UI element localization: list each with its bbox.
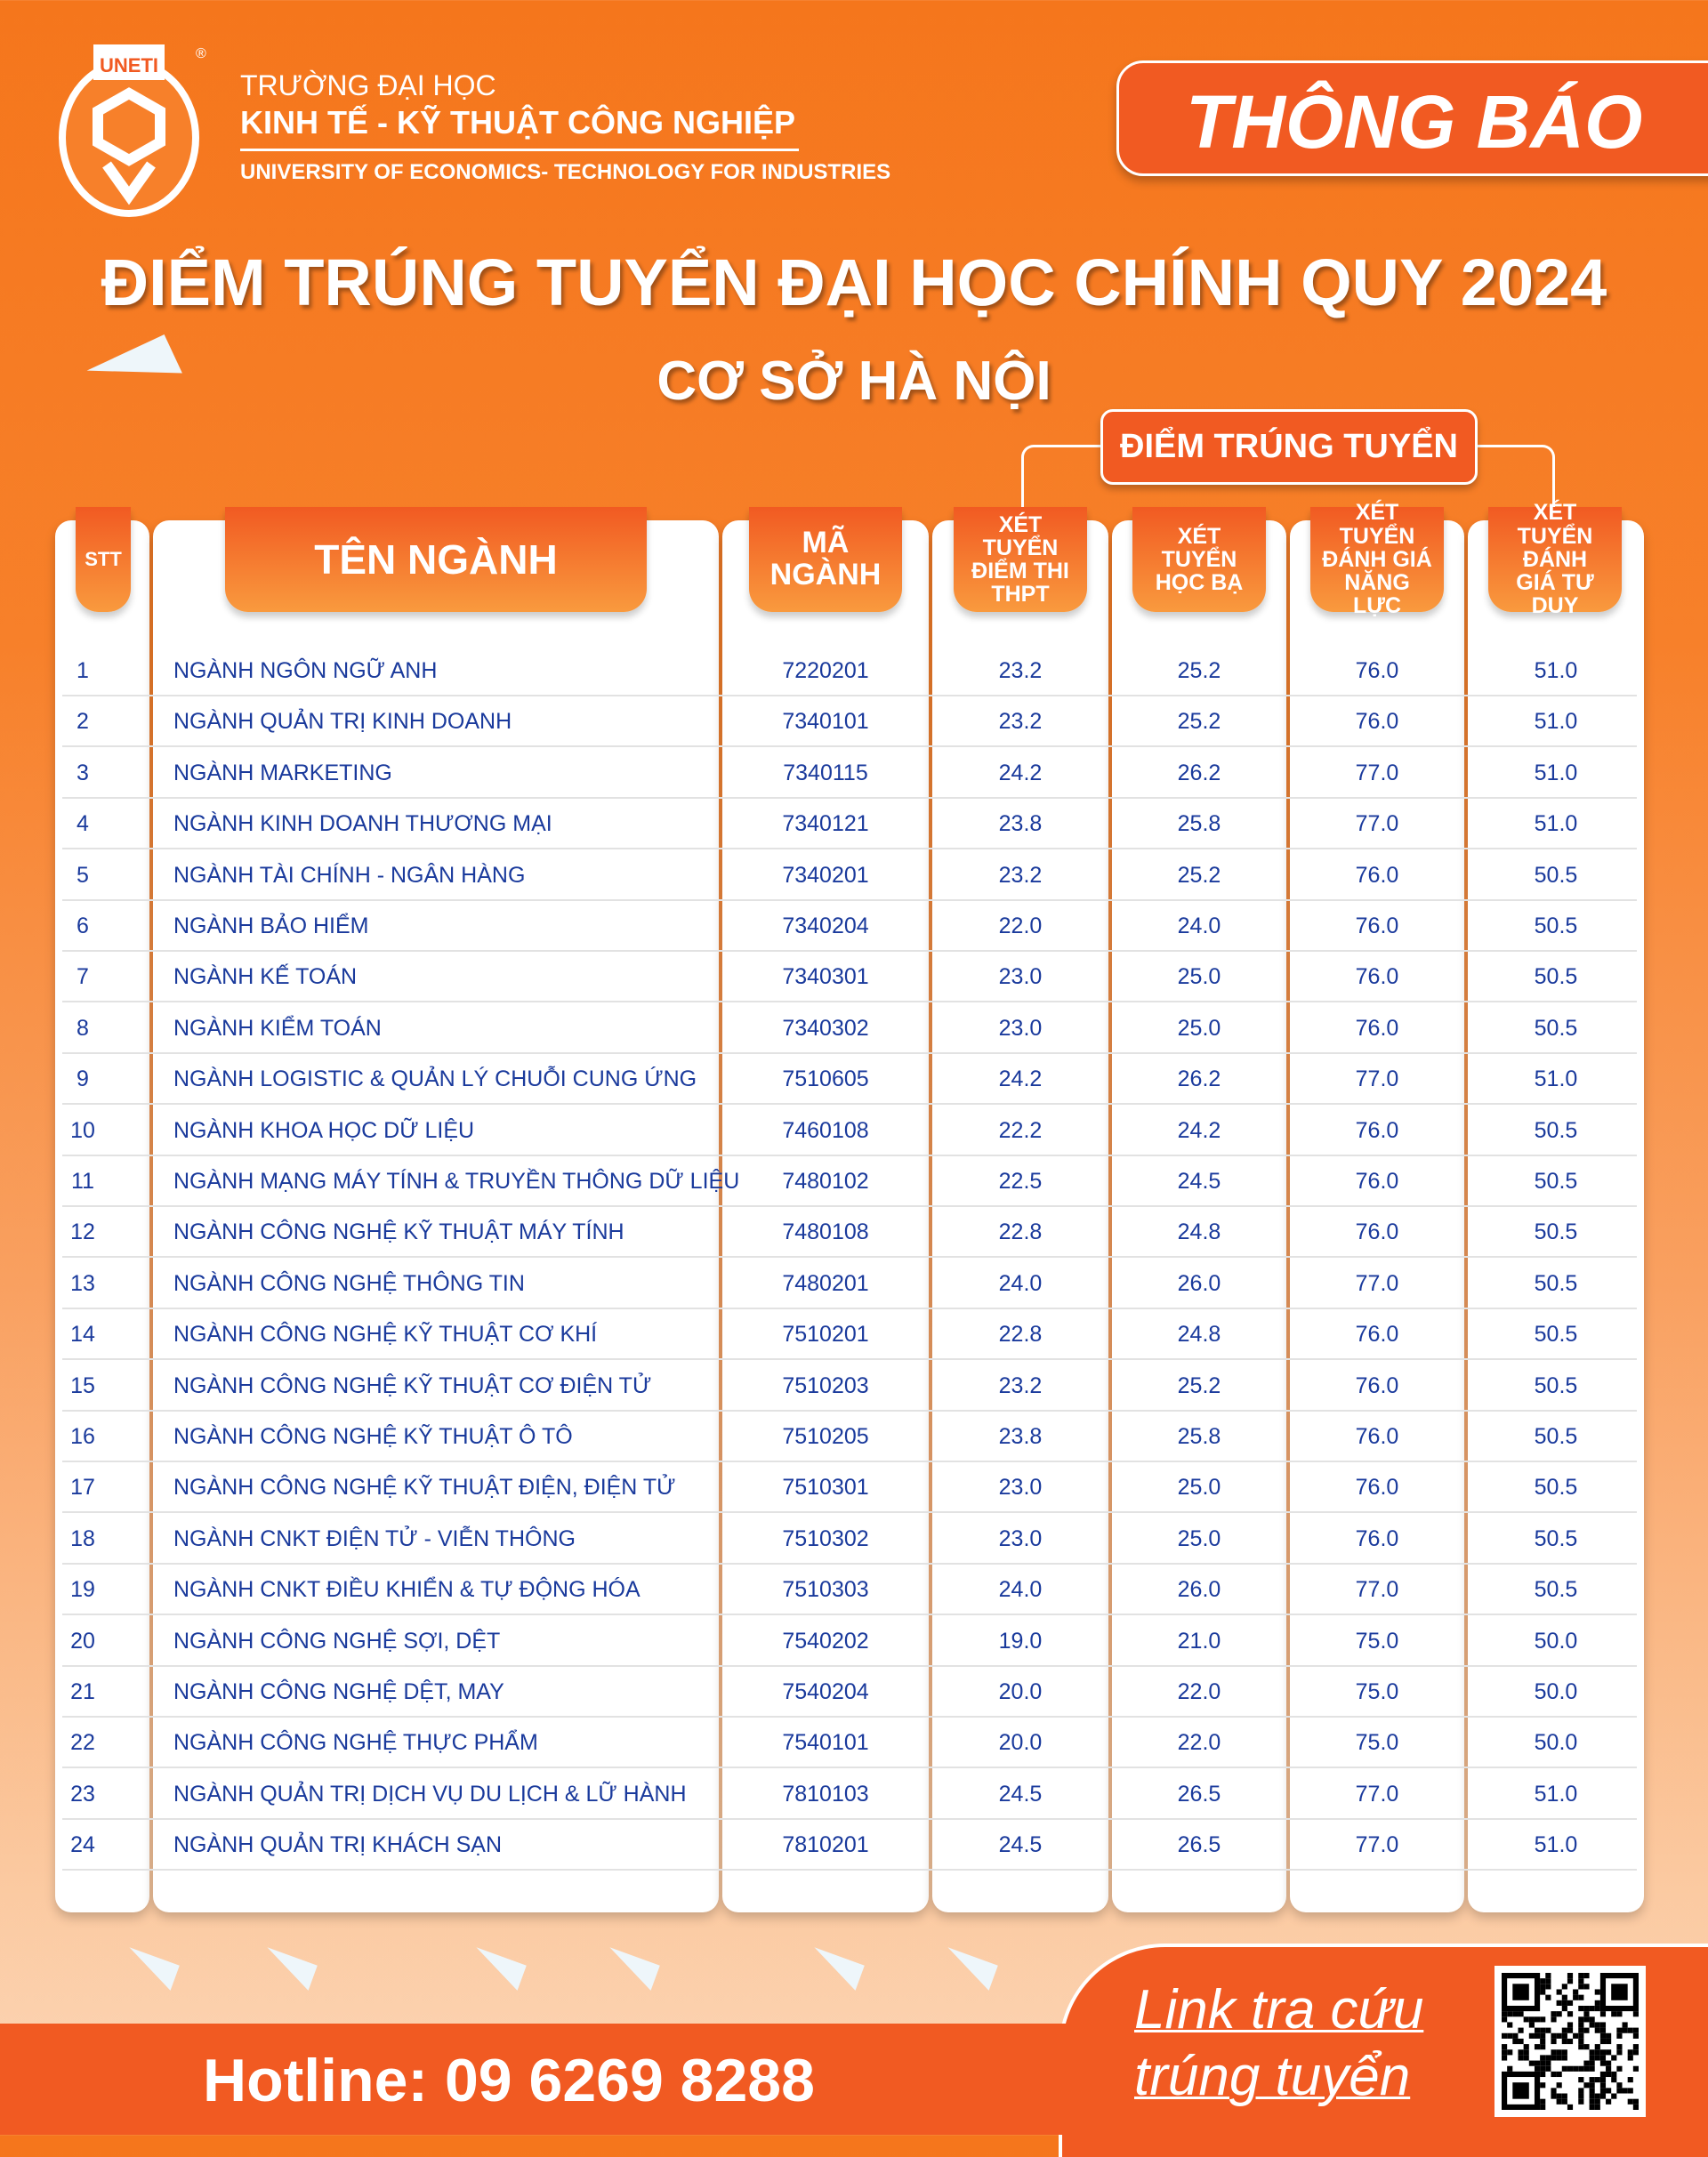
row-thpt: 24.2 xyxy=(998,760,1043,785)
row-code: 7510302 xyxy=(782,1525,869,1551)
row-code: 7540101 xyxy=(782,1730,869,1756)
row-hocba: 25.2 xyxy=(1177,1372,1221,1398)
row-thpt: 23.2 xyxy=(998,862,1043,888)
table-row xyxy=(62,1820,1637,1871)
row-hocba: 24.8 xyxy=(1177,1322,1221,1348)
row-stt: 5 xyxy=(77,862,89,888)
row-stt: 20 xyxy=(70,1628,95,1654)
table-row xyxy=(62,696,1637,747)
header-stt: STT xyxy=(76,507,131,612)
row-name: NGÀNH CÔNG NGHỆ KỸ THUẬT CƠ KHÍ xyxy=(173,1322,598,1348)
row-tuduy: 50.5 xyxy=(1534,1525,1578,1551)
row-name: NGÀNH LOGISTIC & QUẢN LÝ CHUỖI CUNG ỨNG xyxy=(173,1066,697,1092)
paper-plane-icon xyxy=(763,1932,865,1991)
paper-plane-icon xyxy=(78,1932,180,1991)
score-group-label: ĐIỂM TRÚNG TUYỂN xyxy=(1100,409,1478,485)
table-row xyxy=(62,1769,1637,1820)
notice-badge xyxy=(1116,60,1708,176)
row-code: 7510605 xyxy=(782,1066,869,1092)
row-hocba: 26.0 xyxy=(1177,1577,1221,1603)
row-code: 7340201 xyxy=(782,862,869,888)
row-thpt: 19.0 xyxy=(998,1628,1043,1654)
row-name: NGÀNH MẠNG MÁY TÍNH & TRUYỀN THÔNG DỮ LIỆU xyxy=(173,1169,740,1194)
table-row xyxy=(62,1718,1637,1768)
row-name: NGÀNH KINH DOANH THƯƠNG MẠI xyxy=(173,811,552,837)
page-title: ĐIỂM TRÚNG TUYỂN ĐẠI HỌC CHÍNH QUY 2024 xyxy=(101,245,1607,319)
table-row xyxy=(62,1565,1637,1615)
row-thpt: 23.0 xyxy=(998,1525,1043,1551)
row-tuduy: 50.0 xyxy=(1534,1730,1578,1756)
header-name: TÊN NGÀNH xyxy=(225,507,647,612)
row-name: NGÀNH CÔNG NGHỆ KỸ THUẬT Ô TÔ xyxy=(173,1424,573,1449)
row-nangluc: 77.0 xyxy=(1355,1577,1399,1603)
row-hocba: 26.5 xyxy=(1177,1832,1221,1858)
row-code: 7810201 xyxy=(782,1832,869,1858)
row-tuduy: 51.0 xyxy=(1534,1066,1578,1092)
row-stt: 12 xyxy=(70,1219,95,1245)
row-thpt: 22.5 xyxy=(998,1169,1043,1194)
row-thpt: 24.0 xyxy=(998,1577,1043,1603)
row-hocba: 25.0 xyxy=(1177,1475,1221,1501)
hotline[interactable]: Hotline: 09 6269 8288 xyxy=(203,2047,815,2114)
table-row xyxy=(62,1259,1637,1309)
row-hocba: 25.0 xyxy=(1177,964,1221,990)
row-nangluc: 76.0 xyxy=(1355,1015,1399,1041)
row-hocba: 22.0 xyxy=(1177,1730,1221,1756)
table-row xyxy=(62,799,1637,849)
row-tuduy: 50.5 xyxy=(1534,1424,1578,1449)
row-code: 7340101 xyxy=(782,709,869,735)
row-thpt: 24.5 xyxy=(998,1781,1043,1807)
row-name: NGÀNH QUẢN TRỊ DỊCH VỤ DU LỊCH & LỮ HÀNH xyxy=(173,1781,687,1807)
row-nangluc: 76.0 xyxy=(1355,862,1399,888)
row-name: NGÀNH KẾ TOÁN xyxy=(173,964,358,990)
row-thpt: 23.2 xyxy=(998,1372,1043,1398)
row-nangluc: 77.0 xyxy=(1355,760,1399,785)
row-tuduy: 50.5 xyxy=(1534,1270,1578,1296)
row-stt: 2 xyxy=(77,709,89,735)
svg-text:UNETI: UNETI xyxy=(100,54,158,76)
row-thpt: 24.5 xyxy=(998,1832,1043,1858)
row-code: 7540202 xyxy=(782,1628,869,1654)
row-nangluc: 76.0 xyxy=(1355,1424,1399,1449)
row-hocba: 26.0 xyxy=(1177,1270,1221,1296)
row-hocba: 22.0 xyxy=(1177,1679,1221,1704)
row-code: 7810103 xyxy=(782,1781,869,1807)
row-tuduy: 50.0 xyxy=(1534,1679,1578,1704)
row-nangluc: 76.0 xyxy=(1355,1169,1399,1194)
lookup-link-line2[interactable]: trúng tuyển xyxy=(1134,2046,1411,2107)
row-stt: 6 xyxy=(77,914,89,938)
row-hocba: 25.8 xyxy=(1177,1424,1221,1449)
row-name: NGÀNH CÔNG NGHỆ KỸ THUẬT CƠ ĐIỆN TỬ xyxy=(173,1372,652,1398)
row-stt: 14 xyxy=(70,1322,95,1348)
divider xyxy=(240,149,799,151)
row-tuduy: 51.0 xyxy=(1534,760,1578,785)
row-thpt: 22.8 xyxy=(998,1322,1043,1348)
row-stt: 13 xyxy=(70,1270,95,1296)
row-thpt: 24.0 xyxy=(998,1270,1043,1296)
school-english: UNIVERSITY OF ECONOMICS- TECHNOLOGY FOR INDUSTRIES xyxy=(240,160,891,184)
row-name: NGÀNH QUẢN TRỊ KINH DOANH xyxy=(173,709,512,735)
qr-code-icon[interactable] xyxy=(1494,1966,1646,2117)
row-stt: 1 xyxy=(77,658,89,683)
school-name xyxy=(240,69,890,185)
table-row xyxy=(62,1514,1637,1565)
row-tuduy: 50.5 xyxy=(1534,964,1578,990)
row-stt: 22 xyxy=(70,1730,95,1756)
row-nangluc: 76.0 xyxy=(1355,1525,1399,1551)
row-code: 7340302 xyxy=(782,1015,869,1041)
lookup-link[interactable] xyxy=(1134,1976,1423,2110)
row-tuduy: 50.5 xyxy=(1534,1322,1578,1348)
row-name: NGÀNH TÀI CHÍNH - NGÂN HÀNG xyxy=(173,862,526,888)
row-name: NGÀNH QUẢN TRỊ KHÁCH SẠN xyxy=(173,1832,503,1858)
header-code: MÃ NGÀNH xyxy=(749,507,902,612)
row-stt: 21 xyxy=(70,1679,95,1704)
row-stt: 9 xyxy=(77,1066,89,1092)
row-hocba: 25.0 xyxy=(1177,1525,1221,1551)
row-tuduy: 50.5 xyxy=(1534,1475,1578,1501)
row-nangluc: 75.0 xyxy=(1355,1628,1399,1654)
row-code: 7340115 xyxy=(783,760,868,785)
row-stt: 7 xyxy=(77,964,89,990)
table-row xyxy=(62,748,1637,799)
row-code: 7340121 xyxy=(782,811,869,837)
school-line2: KINH TẾ - KỸ THUẬT CÔNG NGHIỆP xyxy=(240,104,796,141)
row-nangluc: 77.0 xyxy=(1355,1066,1399,1092)
row-hocba: 25.2 xyxy=(1177,709,1221,735)
row-code: 7340204 xyxy=(782,914,869,938)
row-name: NGÀNH KHOA HỌC DỮ LIỆU xyxy=(173,1117,475,1143)
row-thpt: 23.8 xyxy=(998,1424,1043,1449)
row-tuduy: 51.0 xyxy=(1534,811,1578,837)
row-nangluc: 77.0 xyxy=(1355,1781,1399,1807)
row-hocba: 25.2 xyxy=(1177,862,1221,888)
row-name: NGÀNH NGÔN NGỮ ANH xyxy=(173,658,438,683)
row-code: 7510301 xyxy=(782,1475,869,1501)
table-row xyxy=(62,1106,1637,1156)
row-code: 7480108 xyxy=(782,1219,869,1245)
row-code: 7340301 xyxy=(782,964,869,990)
row-hocba: 24.5 xyxy=(1177,1169,1221,1194)
table-row xyxy=(62,901,1637,952)
row-code: 7460108 xyxy=(782,1117,869,1143)
row-name: NGÀNH CNKT ĐIỆN TỬ - VIỄN THÔNG xyxy=(173,1525,576,1551)
row-code: 7510205 xyxy=(782,1424,869,1449)
row-thpt: 20.0 xyxy=(998,1679,1043,1704)
row-code: 7480102 xyxy=(782,1169,869,1194)
row-tuduy: 50.0 xyxy=(1534,1628,1578,1654)
uneti-logo xyxy=(53,40,231,218)
row-hocba: 21.0 xyxy=(1177,1628,1221,1654)
table-row xyxy=(62,1412,1637,1462)
row-tuduy: 51.0 xyxy=(1534,709,1578,735)
svg-text:®: ® xyxy=(196,46,206,61)
row-hocba: 25.0 xyxy=(1177,1015,1221,1041)
row-nangluc: 76.0 xyxy=(1355,914,1399,938)
row-hocba: 24.2 xyxy=(1177,1117,1221,1143)
row-name: NGÀNH CÔNG NGHỆ THỰC PHẨM xyxy=(173,1730,538,1756)
row-thpt: 23.0 xyxy=(998,1015,1043,1041)
row-hocba: 24.0 xyxy=(1177,914,1221,938)
row-tuduy: 50.5 xyxy=(1534,1169,1578,1194)
row-tuduy: 50.5 xyxy=(1534,1015,1578,1041)
row-hocba: 24.8 xyxy=(1177,1219,1221,1245)
paper-plane-icon xyxy=(425,1932,527,1991)
row-stt: 4 xyxy=(77,811,89,837)
row-stt: 11 xyxy=(71,1169,94,1194)
school-line1: TRƯỜNG ĐẠI HỌC xyxy=(240,69,496,101)
row-name: NGÀNH CÔNG NGHỆ DỆT, MAY xyxy=(173,1679,504,1704)
row-nangluc: 75.0 xyxy=(1355,1730,1399,1756)
table-row xyxy=(62,1616,1637,1667)
row-nangluc: 76.0 xyxy=(1355,1372,1399,1398)
row-name: NGÀNH MARKETING xyxy=(173,760,392,785)
row-thpt: 20.0 xyxy=(998,1730,1043,1756)
row-stt: 24 xyxy=(70,1832,95,1858)
row-nangluc: 76.0 xyxy=(1355,1219,1399,1245)
row-tuduy: 50.5 xyxy=(1534,862,1578,888)
row-hocba: 26.2 xyxy=(1177,760,1221,785)
row-nangluc: 76.0 xyxy=(1355,1322,1399,1348)
row-code: 7540204 xyxy=(782,1679,869,1704)
row-tuduy: 50.5 xyxy=(1534,1372,1578,1398)
row-thpt: 24.2 xyxy=(998,1066,1043,1092)
paper-plane-icon xyxy=(897,1932,998,1991)
table-row xyxy=(62,1462,1637,1513)
row-code: 7480201 xyxy=(782,1270,869,1296)
row-tuduy: 50.5 xyxy=(1534,1577,1578,1603)
table-row xyxy=(62,1309,1637,1360)
row-code: 7510303 xyxy=(782,1577,869,1603)
row-nangluc: 77.0 xyxy=(1355,811,1399,837)
row-tuduy: 51.0 xyxy=(1534,1832,1578,1858)
row-tuduy: 51.0 xyxy=(1534,658,1578,683)
page-subtitle: CƠ SỞ HÀ NỘI xyxy=(657,350,1051,412)
row-name: NGÀNH BẢO HIỂM xyxy=(173,914,369,938)
row-stt: 23 xyxy=(70,1781,95,1807)
row-thpt: 23.8 xyxy=(998,811,1043,837)
table-row xyxy=(62,1054,1637,1105)
row-thpt: 22.8 xyxy=(998,1219,1043,1245)
header-hocba: XÉT TUYỂN HỌC BẠ xyxy=(1132,507,1266,612)
table-row xyxy=(62,952,1637,1002)
row-tuduy: 50.5 xyxy=(1534,1219,1578,1245)
row-hocba: 26.5 xyxy=(1177,1781,1221,1807)
row-tuduy: 50.5 xyxy=(1534,1117,1578,1143)
header-thpt: XÉT TUYỂN ĐIỂM THI THPT xyxy=(954,507,1087,612)
row-thpt: 22.0 xyxy=(998,914,1043,938)
row-thpt: 23.2 xyxy=(998,709,1043,735)
row-thpt: 23.2 xyxy=(998,658,1043,683)
notice-label: THÔNG BÁO xyxy=(1186,80,1643,164)
row-stt: 10 xyxy=(70,1117,95,1143)
row-nangluc: 76.0 xyxy=(1355,709,1399,735)
row-nangluc: 75.0 xyxy=(1355,1679,1399,1704)
row-name: NGÀNH CÔNG NGHỆ KỸ THUẬT MÁY TÍNH xyxy=(173,1219,624,1245)
row-nangluc: 76.0 xyxy=(1355,1117,1399,1143)
row-code: 7510201 xyxy=(782,1322,869,1348)
row-code: 7510203 xyxy=(782,1372,869,1398)
paper-plane-icon xyxy=(216,1932,318,1991)
row-tuduy: 51.0 xyxy=(1534,1781,1578,1807)
row-nangluc: 76.0 xyxy=(1355,658,1399,683)
table-row xyxy=(62,646,1637,696)
table-row xyxy=(62,1667,1637,1718)
row-thpt: 22.2 xyxy=(998,1117,1043,1143)
row-name: NGÀNH KIỂM TOÁN xyxy=(173,1015,382,1041)
row-stt: 15 xyxy=(70,1372,95,1398)
row-nangluc: 77.0 xyxy=(1355,1270,1399,1296)
row-nangluc: 77.0 xyxy=(1355,1832,1399,1858)
row-stt: 3 xyxy=(77,760,89,785)
header-tuduy: XÉT TUYỂN ĐÁNH GIÁ TƯ DUY xyxy=(1488,507,1622,612)
row-hocba: 25.8 xyxy=(1177,811,1221,837)
row-code: 7220201 xyxy=(782,658,869,683)
table-row xyxy=(62,1207,1637,1258)
table-row xyxy=(62,850,1637,901)
table-row xyxy=(62,1156,1637,1207)
row-name: NGÀNH CÔNG NGHỆ THÔNG TIN xyxy=(173,1270,525,1296)
row-nangluc: 76.0 xyxy=(1355,1475,1399,1501)
row-stt: 8 xyxy=(77,1015,89,1041)
row-stt: 19 xyxy=(70,1577,95,1603)
header-nangluc: XÉT TUYỂN ĐÁNH GIÁ NĂNG LỰC xyxy=(1310,507,1444,612)
row-name: NGÀNH CNKT ĐIỀU KHIỂN & TỰ ĐỘNG HÓA xyxy=(173,1577,640,1603)
row-stt: 16 xyxy=(70,1424,95,1449)
paper-plane-icon xyxy=(559,1932,660,1991)
row-hocba: 25.2 xyxy=(1177,658,1221,683)
table-row xyxy=(62,1361,1637,1412)
row-name: NGÀNH CÔNG NGHỆ KỸ THUẬT ĐIỆN, ĐIỆN TỬ xyxy=(173,1475,676,1501)
row-stt: 18 xyxy=(70,1525,95,1551)
row-nangluc: 76.0 xyxy=(1355,964,1399,990)
table-row xyxy=(62,1003,1637,1054)
row-stt: 17 xyxy=(70,1475,95,1501)
lookup-link-line1[interactable]: Link tra cứu xyxy=(1134,1979,1424,2040)
row-hocba: 26.2 xyxy=(1177,1066,1221,1092)
row-thpt: 23.0 xyxy=(998,1475,1043,1501)
row-thpt: 23.0 xyxy=(998,964,1043,990)
row-name: NGÀNH CÔNG NGHỆ SỢI, DỆT xyxy=(173,1628,501,1654)
row-tuduy: 50.5 xyxy=(1534,914,1578,938)
